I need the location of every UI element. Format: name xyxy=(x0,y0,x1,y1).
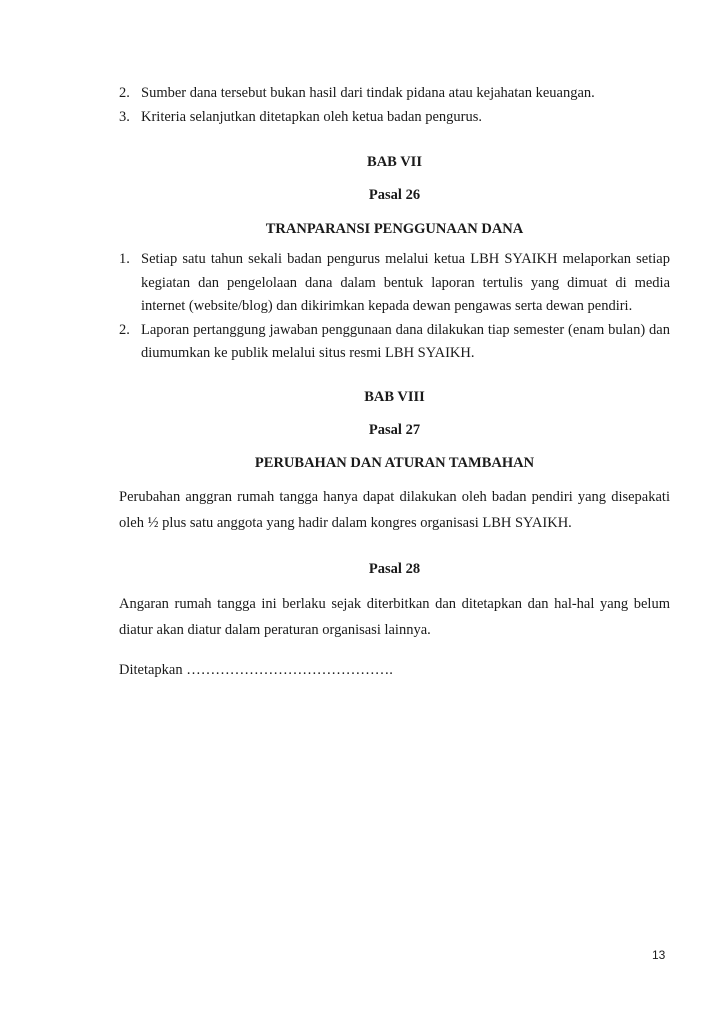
section-title: PERUBAHAN DAN ATURAN TAMBAHAN xyxy=(254,454,535,471)
list-number: 1. xyxy=(119,251,130,267)
chapter-heading: BAB VIII xyxy=(364,388,425,405)
article-heading: Pasal 28 xyxy=(368,560,421,577)
list-number: 3. xyxy=(119,108,130,125)
list-item xyxy=(119,106,670,130)
list-item xyxy=(119,248,670,319)
page-content xyxy=(119,82,670,683)
list-item xyxy=(119,82,670,106)
list-number: 2. xyxy=(119,321,130,338)
list-text: Laporan pertanggung jawaban penggunaan dana dilakukan tiap semester (enam bulan) dan diumumkan ke publik melalui situs resmi LBH SYAIKH. xyxy=(141,321,670,361)
list-text: Setiap satu tahun sekali badan pengurus melalui ketua LBH SYAIKH melaporkan setiap kegiatan dan pengelolaan dana dalam bentuk laporan tertulis yang dimuat di media internet (website/blog) dan dikirimkan kepada dewan pengawas serta dewan pendiri. xyxy=(141,251,670,314)
article-heading: Pasal 26 xyxy=(368,187,421,203)
list-number: 2. xyxy=(119,85,130,101)
closing-line: Ditetapkan ……………………………………. xyxy=(119,661,393,678)
chapter-heading: BAB VII xyxy=(367,154,422,170)
body-paragraph: Angaran rumah tangga ini berlaku sejak diterbitkan dan ditetapkan dan hal-hal yang belum diatur akan diatur dalam peraturan organisasi lainnya. xyxy=(119,595,670,638)
list-item xyxy=(119,319,670,366)
section-title: TRANPARANSI PENGGUNAAN DANA xyxy=(265,221,524,237)
list-text: Sumber dana tersebut bukan hasil dari tindak pidana atau kejahatan keuangan. xyxy=(141,85,595,101)
list-text: Kriteria selanjutkan ditetapkan oleh ketua badan pengurus. xyxy=(141,108,483,125)
article-heading: Pasal 27 xyxy=(368,421,421,438)
bab7-list xyxy=(119,248,670,366)
body-paragraph: Perubahan anggran rumah tangga hanya dapat dilakukan oleh badan pendiri yang disepakati oleh ½ plus satu anggota yang hadir dalam kongres organisasi LBH SYAIKH. xyxy=(119,488,670,531)
page-number: 13 xyxy=(652,948,666,962)
continued-list xyxy=(119,82,670,129)
